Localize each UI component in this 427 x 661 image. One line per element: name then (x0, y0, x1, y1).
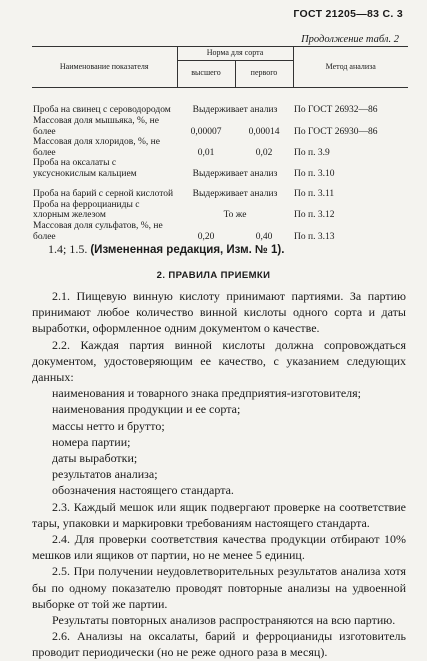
paragraph-2-3: 2.3. Каждый мешок или ящик подвергают проверке на соответствие тары, упаковки и маркировки требованиям настоящего стандарта. (32, 499, 406, 530)
table-row (32, 221, 408, 242)
norm-value: Выдерживает анализ (192, 169, 278, 180)
list-item: даты выработки; (52, 451, 138, 466)
table-row (32, 137, 408, 158)
section-body (32, 288, 406, 661)
norm-value: Выдерживает анализ (192, 105, 278, 116)
method-value: По ГОСТ 26930—86 (294, 126, 378, 137)
norm-higher-value: 0,20 (197, 231, 215, 242)
list-item: номера партии; (52, 434, 131, 449)
indicator-name: Проба на барий с серной кислотой (33, 189, 174, 200)
table-row (32, 96, 408, 116)
method-value: По п. 3.12 (294, 210, 335, 221)
norm-higher-value: 0,01 (197, 147, 215, 158)
col-header-name: Наименование показателя (32, 47, 177, 88)
col-header-higher: высшего (177, 60, 235, 87)
paragraph-2-4: 2.4. Для проверки соответствия качества продукции отбирают 10% мешков или ящиков от партии, но не менее 5 единиц. (32, 532, 406, 563)
norm-first-value: 0,40 (255, 231, 273, 242)
amendment-text: (Измененная редакция, Изм. № 1). (90, 244, 285, 256)
list-item: результатов анализа; (52, 467, 158, 482)
col-header-first: первого (235, 60, 293, 87)
table-row (32, 158, 408, 179)
specification-table (32, 46, 408, 242)
method-value: По п. 3.9 (294, 147, 330, 158)
page-header: ГОСТ 21205—83 С. 3 (293, 8, 403, 20)
norm-first-value: 0,02 (255, 147, 273, 158)
norm-first-value: 0,00014 (248, 126, 280, 137)
indicator-name: Массовая доля хлоридов, %, не более (33, 137, 160, 158)
paragraph-2-1: 2.1. Пищевую винную кислоту принимают партиями. За партию принимают любое количество винной кислоты одного сорта и даты выработки, оформленное одним документом о качестве. (32, 289, 406, 336)
norm-value: Выдерживает анализ (192, 189, 278, 200)
norm-value: То же (223, 210, 247, 221)
list-item: обозначения настоящего стандарта. (52, 483, 234, 498)
list-item: наименования продукции и ее сорта; (52, 402, 241, 417)
indicator-name: Проба на оксалаты с уксуснокислым кальцием (33, 158, 137, 180)
col-header-method: Метод анализа (293, 47, 408, 88)
method-value: По ГОСТ 26932—86 (294, 105, 378, 116)
paragraph-2-6: 2.6. Анализы на оксалаты, барий и ферроцианиды изготовитель проводит периодически (но не реже одного раза в месяц). (32, 629, 406, 660)
table-row (32, 116, 408, 137)
table-row (32, 180, 408, 200)
indicator-name: Проба на ферроцианиды с хлорным железом (33, 199, 140, 221)
table-continuation-label: Продолжение табл. 2 (301, 34, 399, 45)
method-value: По п. 3.11 (294, 189, 335, 200)
indicator-name: Массовая доля сульфатов, %, не более (33, 220, 163, 242)
section-title: 2. ПРАВИЛА ПРИЕМКИ (156, 270, 271, 281)
list-item: наименования и товарного знака предприятия-изготовителя; (52, 386, 362, 401)
amendment-note (48, 242, 284, 257)
indicator-name: Проба на свинец с сероводородом (33, 105, 171, 116)
amendment-ref: 1.4; 1.5. (48, 242, 88, 256)
table-row (32, 200, 408, 221)
norm-higher-value: 0,00007 (190, 126, 222, 137)
method-value: По п. 3.13 (294, 231, 335, 242)
paragraph-2-5-results: Результаты повторных анализов распространяются на всю партию. (52, 613, 396, 628)
list-item: массы нетто и брутто; (52, 418, 165, 433)
indicator-name: Массовая доля мышьяка, %, не более (33, 115, 159, 137)
paragraph-2-2: 2.2. Каждая партия винной кислоты должна сопровождаться документом, удостоверяющим ее качество, с указанием следующих данных: (32, 337, 406, 385)
col-header-norm: Норма для сорта (177, 47, 293, 61)
paragraph-2-5: 2.5. При получении неудовлетворительных результатов анализа хотя бы по одному показателю проводят повторные анализы на удвоенной выборке от той же партии. (32, 564, 406, 611)
method-value: По п. 3.10 (294, 169, 335, 180)
